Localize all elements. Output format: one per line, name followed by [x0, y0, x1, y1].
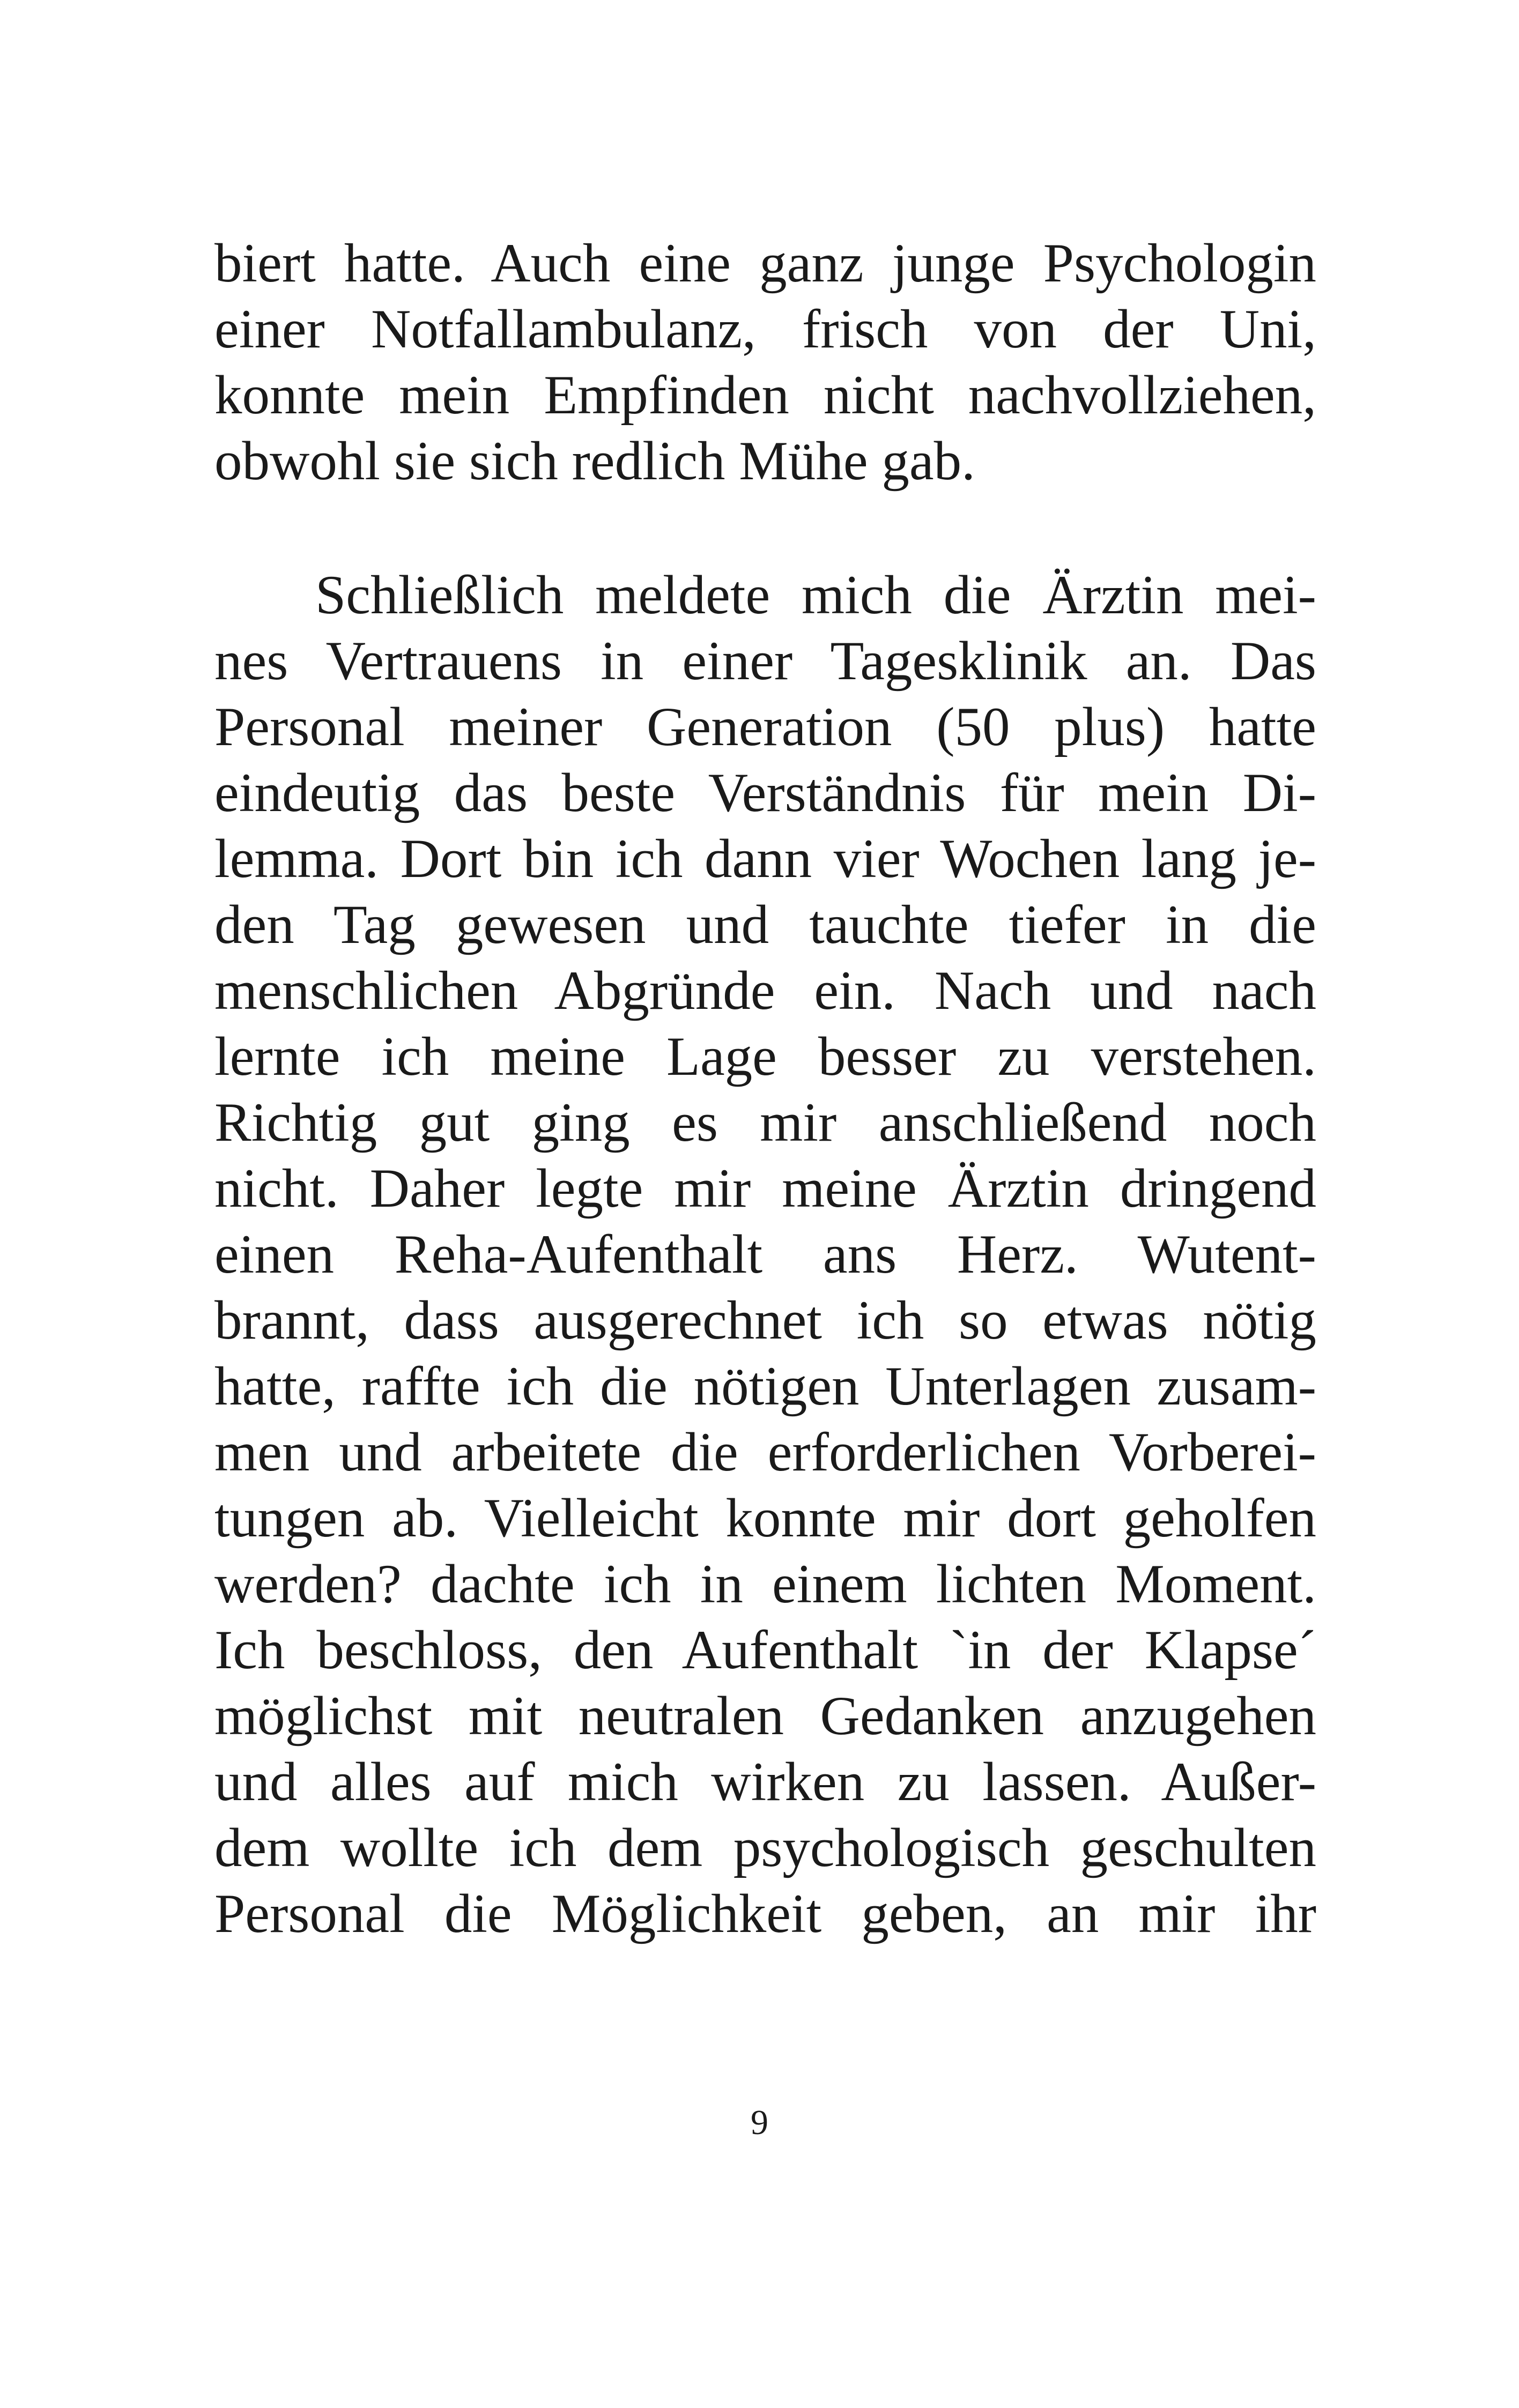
text-line: Schließlich meldete mich die Ärztin mei-: [315, 564, 1316, 626]
text-line: Personal die Möglichkeit geben, an mir ihr: [214, 1883, 1316, 1944]
paragraph-2: [214, 562, 1316, 1947]
text-line: möglichst mit neutralen Gedanken anzugehen: [214, 1685, 1316, 1746]
text-line: menschlichen Abgründe ein. Nach und nach: [214, 960, 1316, 1021]
paragraph-1: [214, 231, 1316, 494]
paragraph-spacer: [214, 494, 1316, 562]
text-line: dem wollte ich dem psychologisch geschulten: [214, 1817, 1316, 1878]
text-line: lemma. Dort bin ich dann vier Wochen lang je-: [214, 828, 1316, 889]
text-line: brannt, dass ausgerechnet ich so etwas nötig: [214, 1290, 1316, 1351]
body-text: [214, 231, 1316, 1947]
text-line: einen Reha-Aufenthalt ans Herz. Wutent-: [214, 1224, 1316, 1285]
text-line: Richtig gut ging es mir anschließend noch: [214, 1092, 1316, 1153]
text-line: biert hatte. Auch eine ganz junge Psychologin: [214, 233, 1316, 294]
text-line: obwohl sie sich redlich Mühe gab.: [214, 430, 975, 492]
text-line: eindeutig das beste Verständnis für mein Di-: [214, 762, 1316, 823]
text-line: lernte ich meine Lage besser zu verstehen.: [214, 1026, 1316, 1087]
text-line: Personal meiner Generation (50 plus) hatte: [214, 696, 1316, 757]
text-line: und alles auf mich wirken zu lassen. Außer-: [214, 1751, 1316, 1812]
page-number: 9: [751, 2103, 768, 2142]
text-line: den Tag gewesen und tauchte tiefer in die: [214, 894, 1316, 955]
text-line: einer Notfallambulanz, frisch von der Uni,: [214, 299, 1316, 360]
text-line: hatte, raffte ich die nötigen Unterlagen zusam-: [214, 1356, 1316, 1417]
text-line: konnte mein Empfinden nicht nachvollziehen,: [214, 365, 1316, 426]
text-line: men und arbeitete die erforderlichen Vorberei-: [214, 1422, 1316, 1483]
text-line: werden? dachte ich in einem lichten Moment.: [214, 1554, 1316, 1615]
text-line: nicht. Daher legte mir meine Ärztin dringend: [214, 1158, 1316, 1219]
text-line: tungen ab. Vielleicht konnte mir dort geholfen: [214, 1488, 1316, 1549]
text-line: nes Vertrauens in einer Tagesklinik an. Das: [214, 630, 1316, 692]
text-line: Ich beschloss, den Aufenthalt `in der Klapse´: [214, 1619, 1316, 1681]
